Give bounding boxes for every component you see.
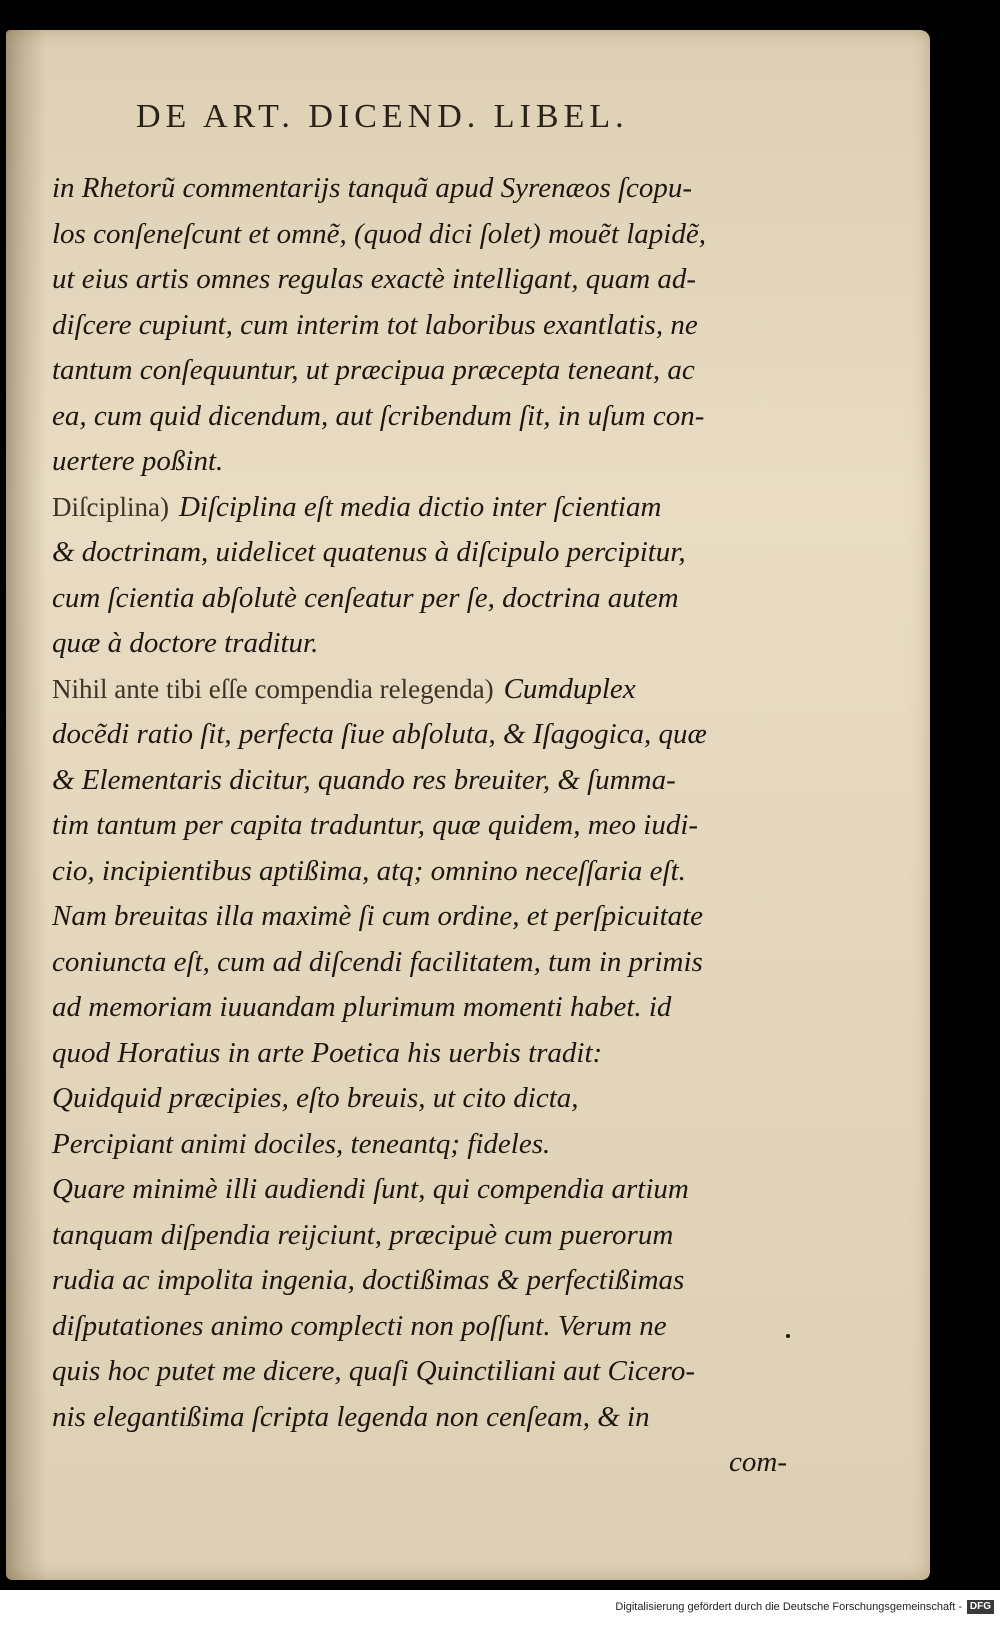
line-text: quæ à doctore traditur.: [52, 627, 319, 659]
line-text: coniuncta eſt, cum ad diſcendi facilitatem, tum in primis: [52, 945, 703, 978]
line-text: Percipiant animi dociles, teneantq; fideles.: [52, 1127, 551, 1160]
text-line: [52, 940, 787, 986]
line-text: Quare minimè illi audiendi ſunt, qui compendia artium: [52, 1173, 689, 1205]
text-line: [52, 530, 787, 576]
text-line: [52, 667, 787, 713]
text-line: [52, 849, 787, 895]
line-text: & doctrinam, uidelicet quatenus à diſcipulo percipitur,: [52, 536, 686, 568]
text-line: [52, 303, 787, 349]
line-text: quis hoc putet me dicere, quaſi Quinctiliani aut Cicero-: [52, 1355, 695, 1387]
line-text: Diſciplina eſt media dictio inter ſcientiam: [178, 490, 662, 523]
line-text: tantum conſequuntur, ut præcipua præcepta teneant, ac: [52, 354, 695, 386]
text-line: [52, 1122, 787, 1168]
text-line: [52, 1031, 787, 1077]
page-text-block: [52, 166, 787, 1486]
line-text: diſcere cupiunt, cum interim tot laboribus exantlatis, ne: [52, 308, 698, 341]
line-text: ea, cum quid dicendum, aut ſcribendum ſit, in uſum con-: [52, 399, 705, 432]
dfg-logo: DFG: [967, 1600, 994, 1614]
text-line: [52, 894, 787, 940]
line-text: cio, incipientibus aptißima, atq; omnino neceſſaria eſt.: [52, 854, 686, 887]
text-line: [52, 621, 787, 667]
line-text: tanquam diſpendia reijciunt, præcipuè cum puerorum: [52, 1218, 674, 1251]
ink-mark: [786, 1334, 790, 1338]
text-line: [52, 712, 787, 758]
line-text: Cumduplex: [503, 672, 636, 705]
line-text: & Elementaris dicitur, quando res breuiter, & ſumma-: [52, 763, 676, 796]
running-head: DE ART. DICEND. LIBEL.: [136, 98, 629, 135]
text-line: [52, 166, 787, 212]
line-text: los conſeneſcunt et omnẽ, (quod dici ſolet) mouẽt lapidẽ,: [52, 217, 706, 250]
line-text: ut eius artis omnes regulas exactè intelligant, quam ad-: [52, 263, 697, 295]
text-line: [52, 985, 787, 1031]
text-line: [52, 257, 787, 303]
text-line: [52, 212, 787, 258]
line-text: nis elegantißima ſcripta legenda non cenſeam, & in: [52, 1400, 650, 1433]
text-line: [52, 348, 787, 394]
line-text: uertere poßint.: [52, 445, 224, 477]
text-line: [52, 1258, 787, 1304]
line-text: rudia ac impolita ingenia, doctißimas & perfectißimas: [52, 1264, 685, 1296]
text-line: [52, 803, 787, 849]
text-line: [52, 1395, 787, 1441]
digitization-footer: [0, 1590, 1000, 1630]
text-line: [52, 1076, 787, 1122]
text-line: [52, 485, 787, 531]
line-text: Quidquid præcipies, eſto breuis, ut cito dicta,: [52, 1082, 579, 1114]
line-text: docẽdi ratio ſit, perfecta ſiue abſoluta, & Iſagogica, quæ: [52, 718, 707, 750]
line-text: Nam breuitas illa maximè ſi cum ordine, et perſpicuitate: [52, 900, 704, 932]
funding-note: Digitalisierung gefördert durch die Deutsche Forschungsgemeinschaft -: [615, 1601, 962, 1613]
text-line: [52, 758, 787, 804]
text-line: [52, 1349, 787, 1395]
commentary-lemma: Diſciplina): [52, 491, 169, 522]
line-text: tim tantum per capita traduntur, quæ quidem, meo iudi-: [52, 809, 699, 841]
text-line: [52, 394, 787, 440]
commentary-lemma: Nihil ante tibi eſſe compendia relegenda): [52, 673, 494, 704]
line-text: diſputationes animo complecti non poſſunt. Verum ne: [52, 1309, 667, 1342]
line-text: in Rhetorũ commentarijs tanquã apud Syrenæos ſcopu-: [52, 172, 693, 204]
text-line: [52, 1167, 787, 1213]
text-line: [52, 576, 787, 622]
line-text: ad memoriam iuuandam plurimum momenti habet. id: [52, 991, 672, 1023]
text-line: [52, 439, 787, 485]
text-line: [52, 1304, 787, 1350]
line-text: quod Horatius in arte Poetica his uerbis tradit:: [52, 1036, 603, 1069]
line-text: cum ſcientia abſolutè cenſeatur per ſe, doctrina autem: [52, 581, 679, 614]
catchword: com-: [729, 1446, 787, 1478]
book-page: [6, 30, 930, 1580]
text-line: [52, 1213, 787, 1259]
